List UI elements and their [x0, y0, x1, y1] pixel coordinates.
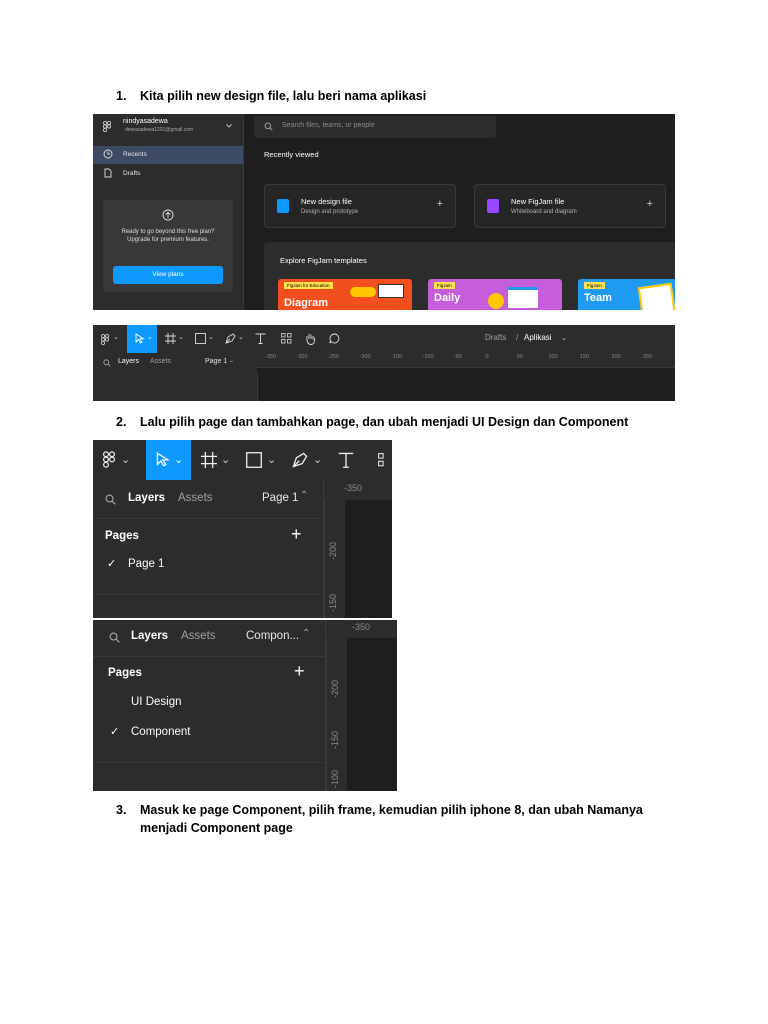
- user-email: dewasadewa1201@gmail.com: [125, 127, 194, 133]
- pen-icon: [292, 452, 308, 468]
- figma-editor-toolbar-screenshot: [93, 325, 675, 401]
- template-tag: FigJam: [434, 282, 455, 289]
- page-item-label: Component: [131, 726, 191, 738]
- frame-tool-button[interactable]: [161, 325, 189, 353]
- page-item[interactable]: [93, 720, 325, 746]
- tab-assets[interactable]: Assets: [181, 630, 216, 642]
- template-name: Daily: [434, 292, 461, 304]
- new-figjam-file-card[interactable]: [474, 184, 666, 228]
- tab-layers[interactable]: Layers: [131, 630, 169, 642]
- figma-logo-icon: [103, 451, 115, 468]
- sidebar-item-label: Drafts: [123, 170, 141, 177]
- move-tool-button[interactable]: [127, 325, 157, 353]
- chevron-down-icon: ⌄: [208, 334, 214, 341]
- card-subtitle: Design and prototype: [301, 209, 359, 215]
- card-subtitle: Whiteboard and diagram: [511, 209, 577, 215]
- text-icon: [338, 452, 354, 468]
- ruler-label: -350: [344, 483, 363, 493]
- sidebar-item-label: Recents: [123, 151, 147, 158]
- frame-icon: [165, 333, 176, 344]
- checkmark-icon: ✓: [107, 558, 117, 570]
- template-illustration: [350, 287, 376, 297]
- figjam-file-icon: [487, 199, 499, 213]
- chevron-down-icon: ⌄: [178, 334, 184, 341]
- pages-panel-before-screenshot: [93, 440, 392, 618]
- plus-icon[interactable]: +: [436, 198, 443, 210]
- pages-header: Pages: [105, 530, 139, 542]
- file-icon: [103, 168, 113, 178]
- ruler-label: 250: [643, 354, 653, 360]
- chevron-down-icon: ⌄: [121, 454, 131, 466]
- chevron-down-icon: ⌄: [238, 334, 244, 341]
- ruler-label: -100: [330, 769, 340, 788]
- canvas[interactable]: [347, 638, 397, 791]
- horizontal-ruler: [257, 353, 675, 368]
- card-title: New FigJam file: [511, 197, 565, 206]
- divider: [93, 518, 323, 519]
- template-tag: FigJam: [584, 282, 605, 289]
- sidebar-item-drafts[interactable]: [93, 165, 243, 183]
- page-select[interactable]: Compon...: [246, 630, 300, 642]
- cursor-icon: [156, 451, 170, 468]
- rectangle-icon: [195, 333, 206, 344]
- chevron-up-icon[interactable]: ⌃: [300, 490, 309, 501]
- template-name: Team: [584, 292, 612, 304]
- clock-icon: [103, 149, 113, 159]
- upgrade-promo: [103, 200, 233, 292]
- ruler-label: -150: [391, 354, 403, 360]
- page-item[interactable]: [93, 552, 323, 578]
- ruler-label: 100: [548, 354, 558, 360]
- step-text: Kita pilih new design file, lalu beri nama aplikasi: [140, 89, 427, 103]
- components-icon: [378, 452, 392, 468]
- page-select[interactable]: Page 1: [205, 358, 228, 365]
- step-1: [116, 87, 676, 105]
- ruler-label: 150: [580, 354, 590, 360]
- chevron-down-icon: ⌄: [113, 334, 119, 341]
- search-placeholder: Search files, teams, or people: [282, 122, 375, 129]
- figma-dashboard-screenshot: [93, 114, 675, 310]
- template-illustration: [488, 293, 504, 309]
- template-card[interactable]: [578, 279, 675, 310]
- template-illustration: [638, 283, 675, 310]
- plus-icon[interactable]: +: [646, 198, 653, 210]
- section-title: Recently viewed: [264, 150, 319, 159]
- tab-layers[interactable]: Layers: [118, 358, 140, 365]
- step-2: [116, 413, 736, 431]
- card-title: New design file: [301, 197, 352, 206]
- vertical-ruler: [324, 500, 345, 618]
- left-panel: [93, 373, 258, 401]
- chevron-down-icon: ⌄: [147, 334, 153, 341]
- ruler-label: -100: [422, 354, 434, 360]
- comment-icon: [329, 333, 340, 344]
- dashboard-sidebar: [93, 114, 244, 310]
- cursor-icon: [135, 333, 145, 344]
- comment-tool-button[interactable]: [327, 325, 343, 353]
- chevron-down-icon: ⌄: [267, 454, 277, 466]
- hand-tool-button[interactable]: [303, 325, 319, 353]
- ruler-label: 200: [611, 354, 621, 360]
- pages-panel-after-screenshot: [93, 620, 397, 791]
- add-page-button[interactable]: +: [291, 524, 302, 544]
- ruler-label: -250: [328, 354, 340, 360]
- template-name: Diagram: [284, 297, 329, 309]
- left-panel: [93, 620, 326, 791]
- tab-assets[interactable]: Assets: [150, 358, 172, 365]
- ruler-label: -350: [265, 354, 277, 360]
- breadcrumb-separator: /: [516, 333, 519, 342]
- breadcrumb-parent[interactable]: Drafts: [485, 333, 507, 342]
- template-illustration: [378, 284, 404, 298]
- template-card[interactable]: [428, 279, 562, 310]
- step-text: Lalu pilih page dan tambahkan page, dan ubah menjadi UI Design dan Component: [140, 415, 629, 429]
- rectangle-icon: [246, 452, 262, 468]
- pages-header: Pages: [108, 667, 142, 679]
- pen-tool-button[interactable]: [221, 325, 249, 353]
- file-name[interactable]: Aplikasi: [524, 333, 552, 342]
- hand-icon: [305, 333, 316, 345]
- chevron-down-icon[interactable]: ⌄: [229, 358, 235, 364]
- pen-tool-button[interactable]: [290, 440, 328, 480]
- ruler-label: 0: [485, 354, 489, 360]
- explore-templates-section: [264, 242, 675, 310]
- figma-logo-icon: [103, 121, 111, 132]
- shape-tool-button[interactable]: [243, 440, 281, 480]
- toolbar: [93, 440, 392, 480]
- resources-tool-button[interactable]: [376, 440, 392, 480]
- resources-tool-button[interactable]: [279, 325, 295, 353]
- add-page-button[interactable]: +: [294, 661, 305, 681]
- horizontal-ruler: [326, 620, 397, 639]
- ruler-label: -200: [328, 541, 338, 560]
- page-item[interactable]: [93, 691, 325, 717]
- ruler-label: -150: [330, 730, 340, 749]
- step-text-line-2: menjadi Component page: [140, 821, 293, 835]
- frame-tool-button[interactable]: [197, 440, 235, 480]
- ruler-label: -200: [330, 679, 340, 698]
- text-tool-button[interactable]: [336, 440, 360, 480]
- components-icon: [281, 333, 292, 344]
- new-design-file-card[interactable]: [264, 184, 456, 228]
- template-tag: FigJam for Education: [284, 282, 333, 289]
- ruler-label: -300: [296, 354, 308, 360]
- page-item-label: UI Design: [131, 696, 182, 708]
- view-plans-button[interactable]: View plans: [113, 266, 223, 284]
- vertical-ruler: [326, 638, 347, 791]
- template-card[interactable]: [278, 279, 412, 310]
- pen-icon: [225, 333, 236, 344]
- user-name[interactable]: nindyasadewa: [123, 118, 168, 125]
- divider: [93, 594, 323, 595]
- upgrade-arrow-icon: [162, 209, 174, 221]
- design-file-icon: [277, 199, 289, 213]
- page-select[interactable]: Page 1: [262, 492, 299, 504]
- search-icon[interactable]: [109, 632, 120, 643]
- left-panel: [93, 480, 324, 618]
- chevron-down-icon[interactable]: [226, 124, 232, 128]
- figma-logo-icon: [101, 334, 109, 345]
- canvas[interactable]: [345, 500, 392, 618]
- ruler-label: -50: [454, 354, 462, 360]
- divider: [93, 762, 325, 763]
- text-icon: [255, 333, 266, 344]
- frame-icon: [201, 452, 217, 468]
- step-number: 3.: [116, 803, 127, 817]
- template-illustration: [508, 287, 538, 308]
- chevron-down-icon: ⌄: [313, 454, 323, 466]
- explore-title: Explore FigJam templates: [280, 256, 367, 265]
- sidebar-item-recents[interactable]: [93, 146, 243, 164]
- checkmark-icon: ✓: [110, 726, 120, 738]
- horizontal-ruler: [324, 480, 392, 501]
- layers-tab-bar: [93, 480, 323, 518]
- chevron-up-icon[interactable]: ⌃: [302, 628, 311, 639]
- tab-assets[interactable]: Assets: [178, 492, 213, 504]
- tab-layers[interactable]: Layers: [128, 492, 166, 504]
- ruler-label: -350: [352, 622, 371, 632]
- chevron-down-icon[interactable]: ⌄: [561, 335, 567, 342]
- main-menu-button[interactable]: [93, 440, 141, 480]
- toolbar: [93, 325, 675, 353]
- step-number: 1.: [116, 89, 127, 103]
- chevron-down-icon: ⌄: [174, 454, 184, 466]
- page-item-label: Page 1: [128, 558, 165, 570]
- search-input[interactable]: [254, 116, 496, 138]
- step-number: 2.: [116, 415, 127, 429]
- ruler-label: -150: [328, 593, 338, 612]
- text-tool-button[interactable]: [253, 325, 271, 353]
- step-3: [116, 801, 676, 839]
- promo-message: Ready to go beyond this free plan? Upgrade for premium features.: [121, 229, 215, 243]
- search-icon: [264, 122, 273, 131]
- layers-tab-bar: [93, 353, 257, 373]
- ruler-label: -200: [359, 354, 371, 360]
- chevron-down-icon: ⌄: [221, 454, 231, 466]
- ruler-label: 50: [517, 354, 524, 360]
- move-tool-button[interactable]: [146, 440, 191, 480]
- search-icon[interactable]: [105, 494, 116, 505]
- main-menu-button[interactable]: [93, 325, 125, 353]
- shape-tool-button[interactable]: [191, 325, 219, 353]
- step-text-line-1: Masuk ke page Component, pilih frame, kemudian pilih iphone 8, dan ubah Namanya: [140, 803, 643, 817]
- search-icon[interactable]: [103, 359, 111, 367]
- divider: [93, 656, 325, 657]
- layers-tab-bar: [93, 620, 325, 656]
- dashboard-main: [244, 114, 675, 310]
